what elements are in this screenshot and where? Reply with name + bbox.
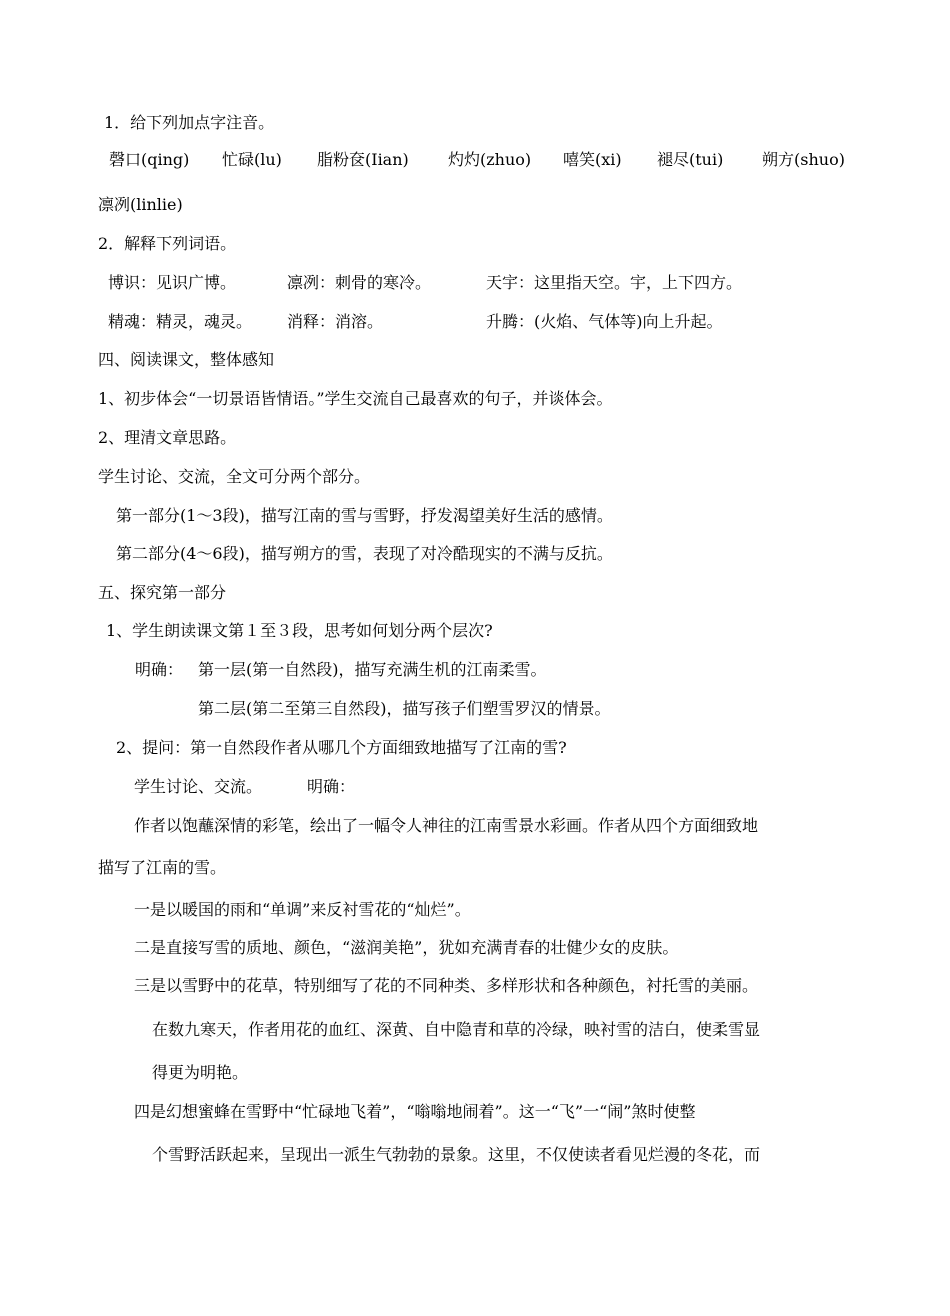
answer-label: 明确： xyxy=(307,777,356,796)
q1-item: 褪尽(tui) xyxy=(657,150,724,169)
paragraph: 第一部分(1～3段)，描写江南的雪与雪野，抒发渴望美好生活的感情。 xyxy=(116,506,613,525)
definition: 升腾：(火焰、气体等)向上升起。 xyxy=(486,312,723,331)
point: 二是直接写雪的质地、颜色，“滋润美艳”，犹如充满青春的壮健少女的皮肤。 xyxy=(134,938,679,957)
point: 三是以雪野中的花草，特别细写了花的不同种类、多样形状和各种颜色，衬托雪的美丽。 xyxy=(134,976,759,995)
definition: 博识：见识广博。 xyxy=(108,273,237,292)
q1-item: 灼灼(zhuo) xyxy=(448,150,532,169)
point: 一是以暖国的雨和“单调”来反衬雪花的“灿烂”。 xyxy=(134,900,471,919)
q1-item: 磬口(qing) xyxy=(109,150,190,169)
section-4-heading: 四、阅读课文，整体感知 xyxy=(98,350,275,369)
answer-label: 明确： xyxy=(135,660,184,679)
paragraph: 作者以饱蘸深情的彩笔，绘出了一幅令人神往的江南雪景水彩画。作者从四个方面细致地 xyxy=(134,816,759,835)
section-5-heading: 五、探究第一部分 xyxy=(98,583,227,602)
paragraph: 2、理清文章思路。 xyxy=(98,428,237,447)
q2-title: 2．解释下列词语。 xyxy=(98,234,237,253)
definition: 精魂：精灵，魂灵。 xyxy=(108,312,253,331)
point: 在数九寒天，作者用花的血红、深黄、自中隐青和草的冷绿，映衬雪的洁白，使柔雪显 xyxy=(152,1020,761,1039)
definition: 凛冽：刺骨的寒冷。 xyxy=(287,273,432,292)
q1-item: 朔方(shuo) xyxy=(762,150,845,169)
answer-text: 第二层(第二至第三自然段)，描写孩子们塑雪罗汉的情景。 xyxy=(198,699,611,718)
q1-item: 脂粉奁(Iian) xyxy=(317,150,409,169)
q1-item: 忙碌(lu) xyxy=(222,150,282,169)
point: 个雪野活跃起来，呈现出一派生气勃勃的景象。这里，不仅使读者看见烂漫的冬花，而 xyxy=(152,1145,761,1164)
point: 得更为明艳。 xyxy=(152,1063,249,1082)
q1-title: 1．给下列加点字注音。 xyxy=(104,113,275,132)
point: 四是幻想蜜蜂在雪野中“忙碌地飞着”，“嗡嗡地闹着”。这一“飞”一“闹”煞时使整 xyxy=(134,1102,696,1121)
definition: 消释：消溶。 xyxy=(287,312,384,331)
discussion-text: 学生讨论、交流。 xyxy=(134,777,263,796)
definition: 天宇：这里指天空。宇，上下四方。 xyxy=(486,273,743,292)
q1-item: 嘻笑(xi) xyxy=(563,150,622,169)
answer-text: 第一层(第一自然段)，描写充满生机的江南柔雪。 xyxy=(198,660,547,679)
question: 2、提问：第一自然段作者从哪几个方面细致地描写了江南的雪? xyxy=(116,738,567,757)
question: 1、学生朗读课文第１至３段，思考如何划分两个层次? xyxy=(106,621,493,640)
paragraph: 第二部分(4～6段)，描写朔方的雪，表现了对冷酷现实的不满与反抗。 xyxy=(116,544,613,563)
paragraph: 1、初步体会“一切景语皆情语。”学生交流自己最喜欢的句子，并谈体会。 xyxy=(98,389,613,408)
q1-item-last: 凛冽(linlie) xyxy=(98,195,183,214)
paragraph: 学生讨论、交流，全文可分两个部分。 xyxy=(98,467,371,486)
paragraph: 描写了江南的雪。 xyxy=(98,858,227,877)
